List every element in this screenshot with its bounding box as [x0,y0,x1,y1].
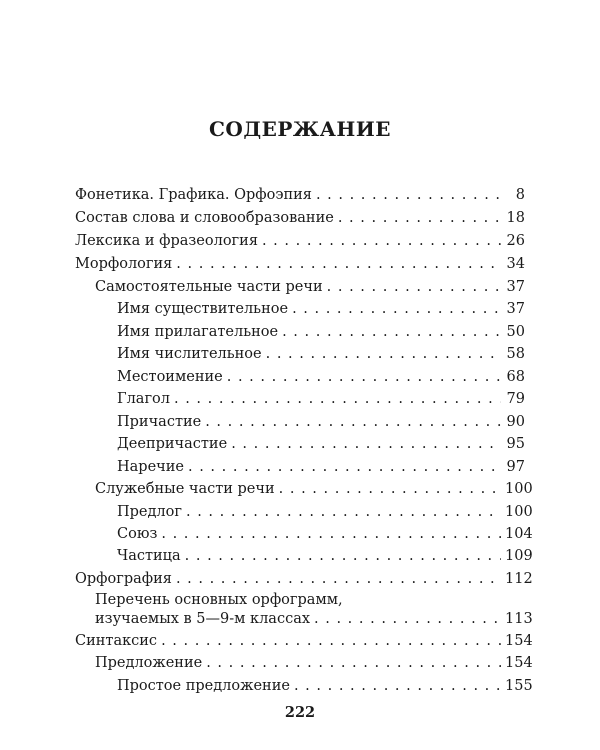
dot-leader [282,323,501,341]
toc-entry-page: 113 [505,611,533,627]
toc-entry-title: изучаемых в 5—9-м классах [95,611,311,627]
toc-entry-page: 155 [505,678,533,694]
toc-entry [95,610,533,628]
dot-leader [176,255,501,273]
dot-leader [186,503,501,521]
toc-entry [117,547,533,565]
toc-entry-page: 95 [506,436,525,452]
toc-entry-page: 100 [505,504,533,520]
dot-leader [188,458,501,476]
toc-entry-title: Морфология [75,256,173,272]
toc-entry-title: Служебные части речи [95,481,275,497]
toc-entry-page: 109 [505,548,533,564]
toc-entry-title: Имя существительное [117,301,289,317]
toc-entry-title: Фонетика. Графика. Орфоэпия [75,187,312,203]
dot-leader [161,632,501,650]
toc-entry-page: 8 [515,187,525,203]
toc-entry [117,368,525,386]
toc-entry [117,413,525,431]
toc-entry-title: Имя числительное [117,346,262,362]
dot-leader [185,547,501,565]
toc-entry-page: 26 [506,233,525,249]
toc-entry-title: Наречие [117,459,184,475]
toc-entry-page: 68 [506,369,525,385]
toc-entry [75,232,525,250]
toc-entry-page: 90 [506,414,525,430]
dot-leader [266,345,501,363]
toc-entry-title: Деепричастие [117,436,228,452]
toc-entry-page: 37 [506,279,525,295]
dot-leader [227,368,501,386]
dot-leader [176,570,501,588]
dot-leader [292,300,501,318]
dot-leader [316,186,501,204]
page-number: 222 [284,704,316,721]
toc-entry-title-line1: Перечень основных орфограмм, [95,592,343,608]
toc-entry [117,300,525,318]
dot-leader [279,480,501,498]
toc-entry-title: Синтаксис [75,633,158,649]
toc-entry-title: Орфография [75,571,172,587]
toc-entry-title: Предлог [117,504,182,520]
toc-entry-title: Предложение [95,655,203,671]
toc-entry [117,503,533,521]
toc-entry-title: Простое предложение [117,678,290,694]
toc-entry [117,677,533,695]
toc-entry [117,390,525,408]
toc-entry-page: 104 [505,526,533,542]
toc-entry [95,654,533,672]
toc-entry-title: Лексика и фразеология [75,233,258,249]
dot-leader [338,209,501,227]
toc-entry-page: 100 [505,481,533,497]
dot-leader [314,610,501,628]
toc-entry-title: Состав слова и словообразование [75,210,334,226]
toc-entry-title: Причастие [117,414,202,430]
page-title: СОДЕРЖАНИЕ [209,117,391,141]
dot-leader [205,413,501,431]
toc-entry-page: 37 [506,301,525,317]
dot-leader [231,435,501,453]
toc-entry-page: 58 [506,346,525,362]
toc-entry [117,525,533,543]
toc-entry [117,323,525,341]
toc-entry-page: 50 [506,324,525,340]
toc-entry-page: 112 [505,571,533,587]
toc-entry-page: 18 [506,210,525,226]
dot-leader [294,677,501,695]
toc-entry-page: 97 [506,459,525,475]
toc-entry [75,632,533,650]
toc-entry-page: 34 [506,256,525,272]
toc-entry [75,209,525,227]
toc-entry-page: 154 [505,633,533,649]
dot-leader [206,654,501,672]
dot-leader [327,278,501,296]
toc-entry-page: 79 [506,391,525,407]
toc-entry [117,458,525,476]
toc-entry [75,570,533,588]
toc-entry [95,480,533,498]
dot-leader [262,232,501,250]
toc-entry [75,255,525,273]
dot-leader [174,390,501,408]
toc-entry [117,435,525,453]
toc-entry-title: Глагол [117,391,170,407]
toc-entry [75,186,525,204]
toc-entry-title: Местоимение [117,369,223,385]
toc-entry-title: Имя прилагательное [117,324,279,340]
toc-entry [95,278,525,296]
toc-entry-title: Союз [117,526,158,542]
toc-entry [117,345,525,363]
dot-leader [161,525,501,543]
toc-entry-title: Самостоятельные части речи [95,279,323,295]
toc-entry-page: 154 [505,655,533,671]
toc-entry-title: Частица [117,548,181,564]
